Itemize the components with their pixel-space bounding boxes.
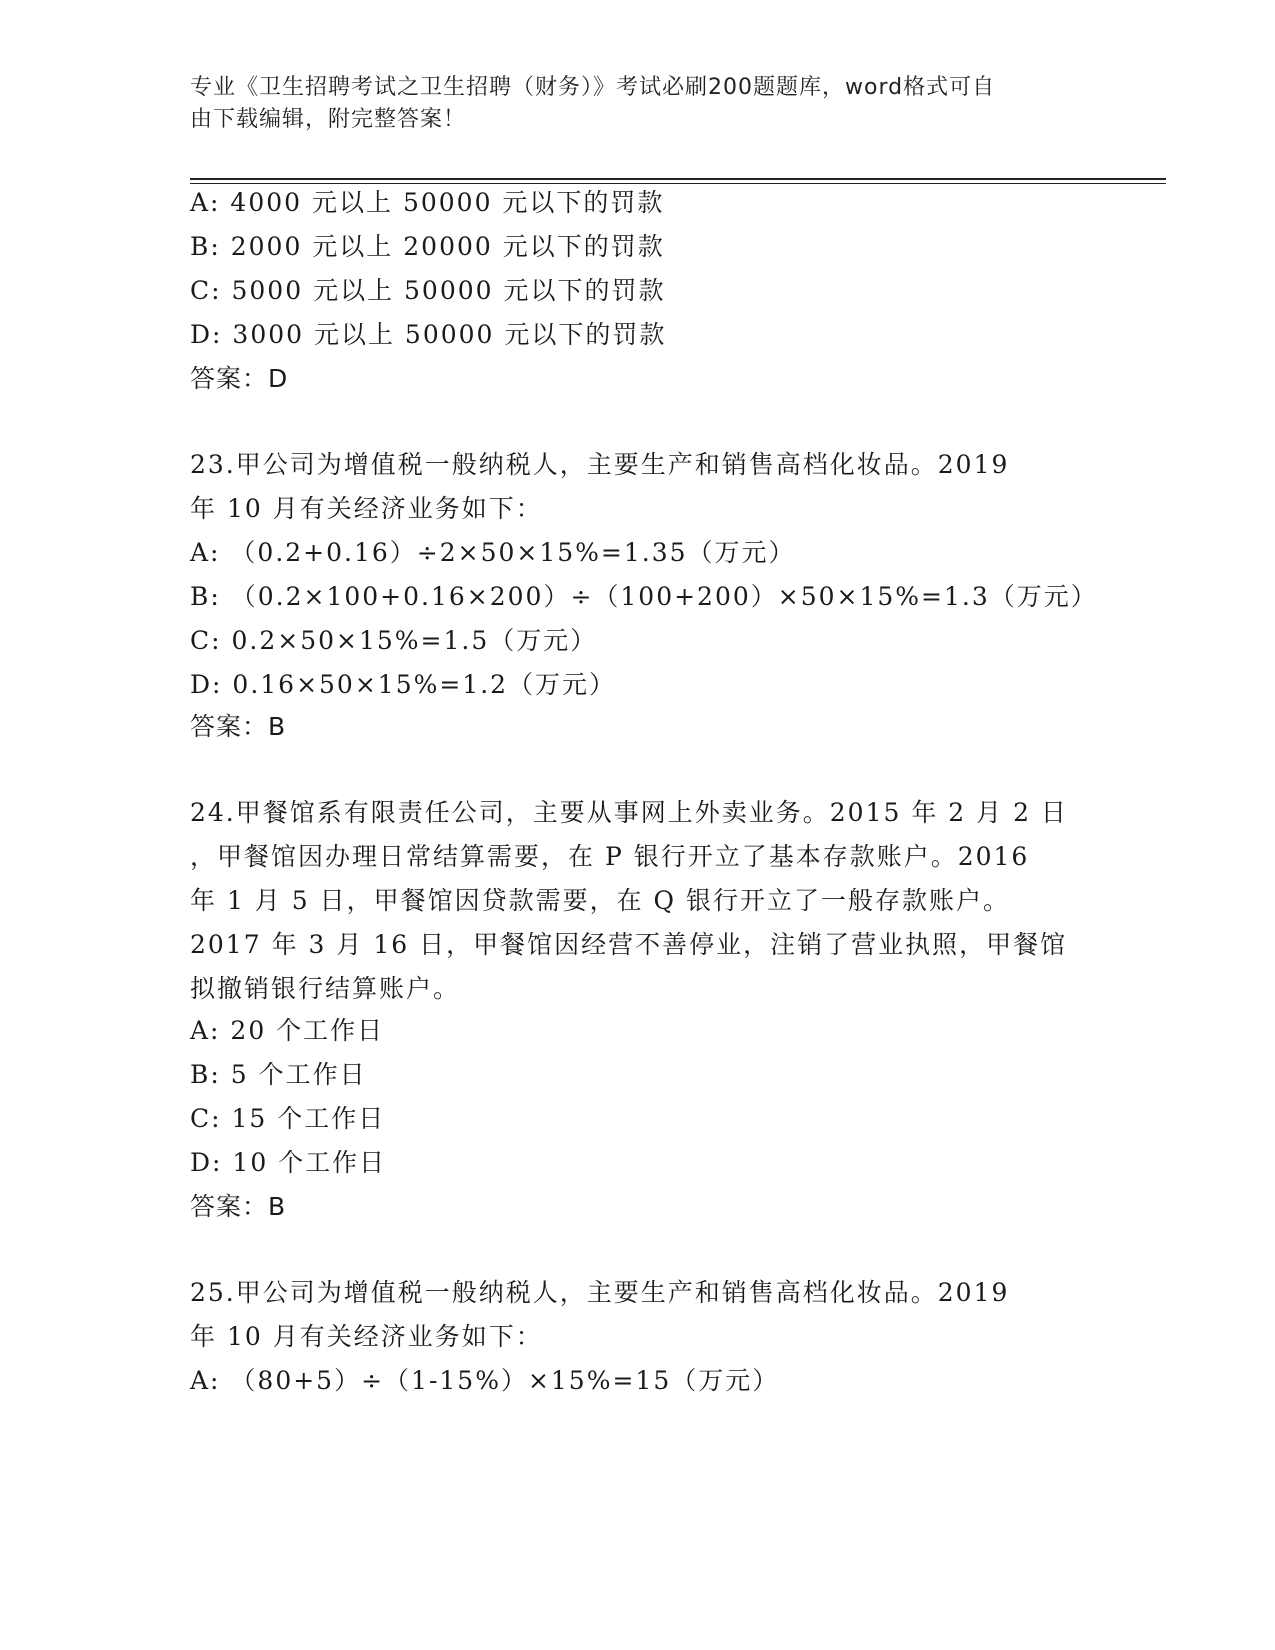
q25-stem-line-2: 年 10 月有关经济业务如下： [190,1322,543,1351]
q24-stem-line-3: 年 1 月 5 日，甲餐馆因贷款需要，在 Q 银行开立了一般存款账户。 [190,886,1010,915]
q24-option-b: B: 5 个工作日 [190,1060,367,1089]
q24-option-a: A: 20 个工作日 [190,1016,385,1045]
q23-option-a: A: （0.2+0.16）÷2×50×15%=1.35（万元） [190,538,796,567]
header-line-1: 专业《卫生招聘考试之卫生招聘（财务）》考试必刷200题题库，word格式可自 [190,75,996,100]
q24-stem-line-2: ，甲餐馆因办理日常结算需要，在 P 银行开立了基本存款账户。2016 [190,842,1030,871]
header-line-2: 由下载编辑，附完整答案！ [190,107,467,132]
q24-stem-line-4: 2017 年 3 月 16 日，甲餐馆因经营不善停业，注销了营业执照，甲餐馆 [190,930,1068,959]
q22-option-d: D: 3000 元以上 50000 元以下的罚款 [190,320,667,349]
q23-option-b: B: （0.2×100+0.16×200）÷（100+200）×50×15%=1.3（万元） [190,582,1098,611]
q22-option-c: C: 5000 元以上 50000 元以下的罚款 [190,276,666,305]
q22-option-a: A: 4000 元以上 50000 元以下的罚款 [190,188,665,217]
q24-stem-line-1: 24.甲餐馆系有限责任公司，主要从事网上外卖业务。2015 年 2 月 2 日 [190,798,1068,827]
q23-option-d: D: 0.16×50×15%=1.2（万元） [190,670,617,699]
q24-stem-line-5: 拟撤销银行结算账户。 [190,974,461,1003]
q24-option-c: C: 15 个工作日 [190,1104,386,1133]
q25-option-a: A: （80+5）÷（1-15%）×15%=15（万元） [190,1366,780,1395]
header-divider [190,178,1166,184]
q25-stem-line-1: 25.甲公司为增值税一般纳税人，主要生产和销售高档化妆品。2019 [190,1278,1010,1307]
q23-answer: 答案：B [190,712,287,741]
q22-answer: 答案：D [190,364,289,393]
q23-option-c: C: 0.2×50×15%=1.5（万元） [190,626,598,655]
q22-option-b: B: 2000 元以上 20000 元以下的罚款 [190,232,665,261]
q24-option-d: D: 10 个工作日 [190,1148,387,1177]
q24-answer: 答案：B [190,1192,287,1221]
document-header [190,72,1090,136]
q23-stem-line-2: 年 10 月有关经济业务如下： [190,494,543,523]
q23-stem-line-1: 23.甲公司为增值税一般纳税人，主要生产和销售高档化妆品。2019 [190,450,1010,479]
